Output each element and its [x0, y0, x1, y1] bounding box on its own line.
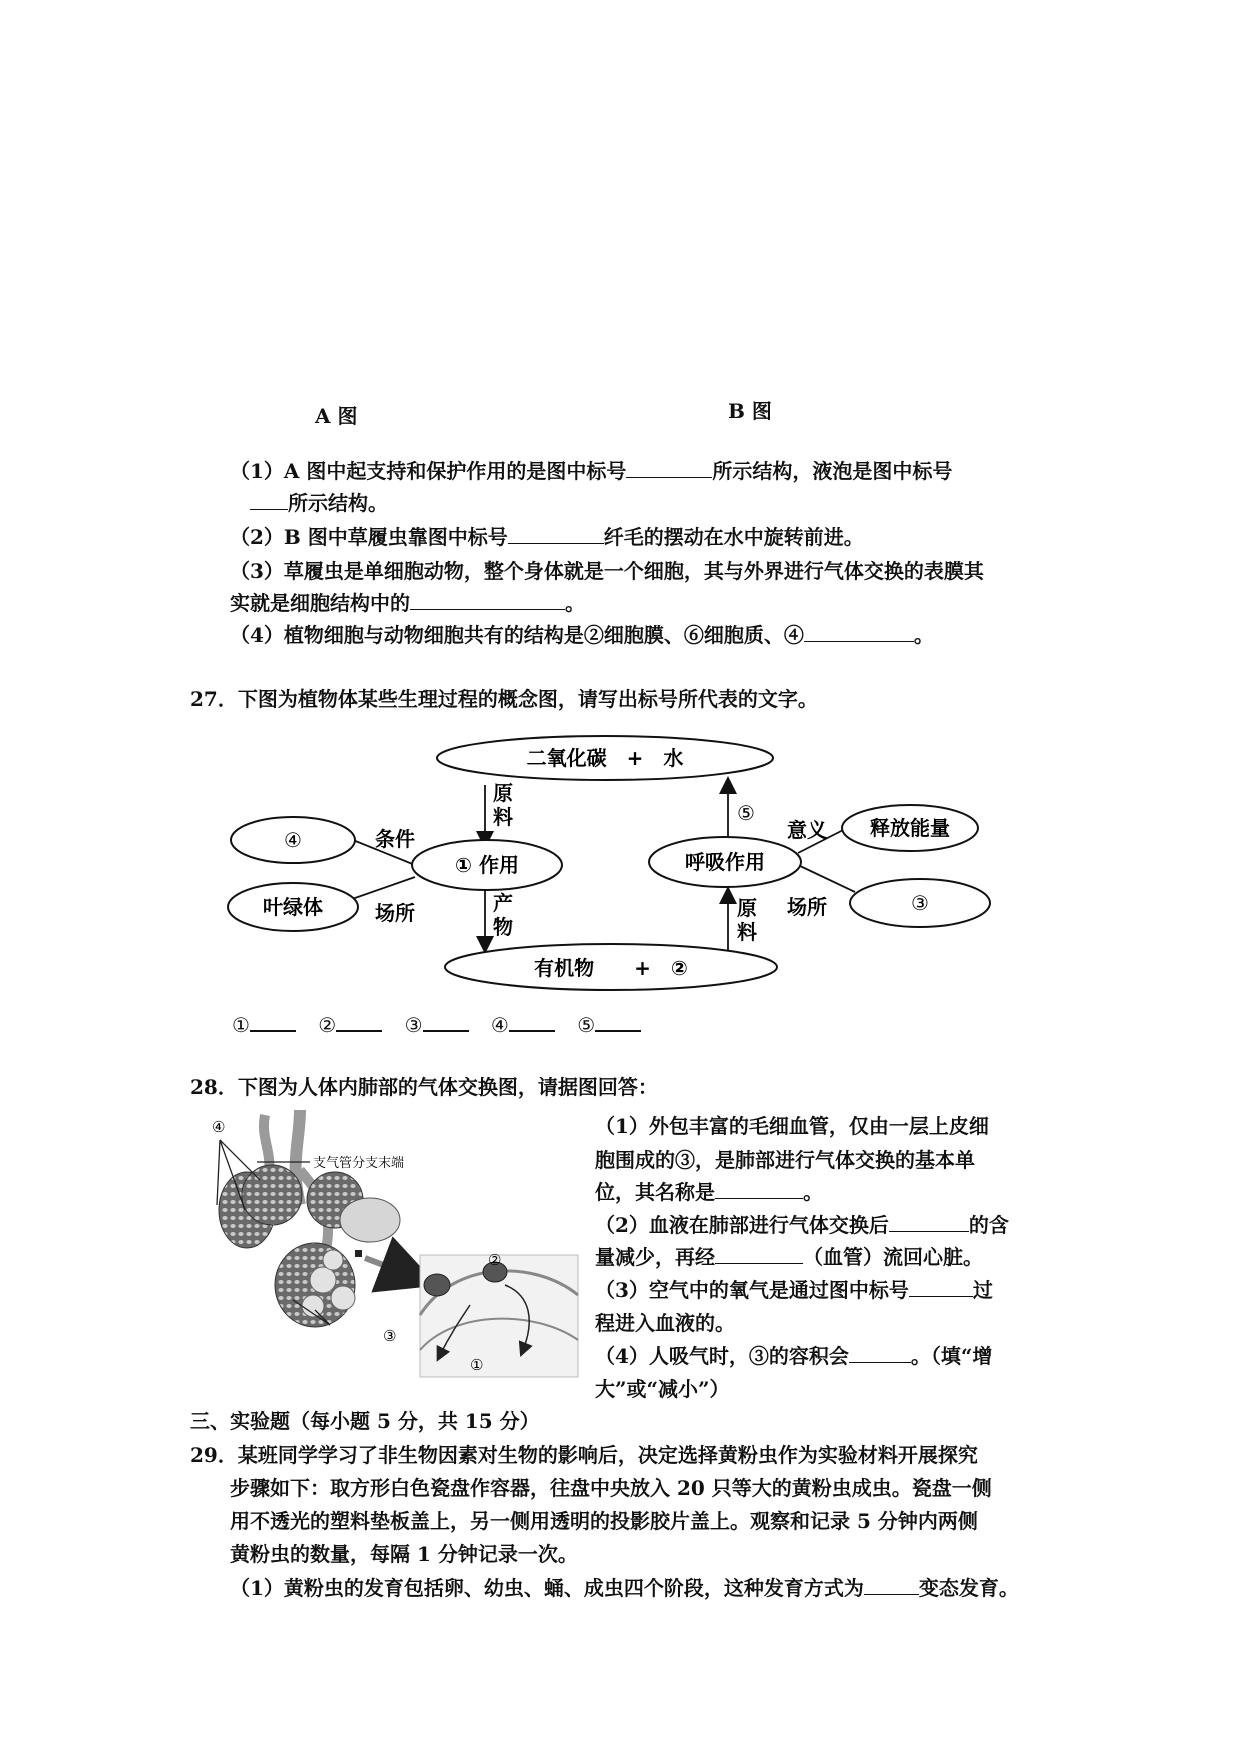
answer-blank-5[interactable] — [595, 1008, 641, 1032]
fig-label-4: ④ — [212, 1118, 226, 1136]
label-site-right: 场所 — [787, 895, 827, 919]
q28-part3-line2: 程进入血液的。 — [595, 1311, 735, 1335]
answer-blank-3[interactable] — [423, 1008, 469, 1032]
label-site-left: 场所 — [375, 901, 415, 925]
fig-label-bronchi: 支气管分支末端 — [313, 1156, 405, 1171]
answer-blank[interactable] — [864, 1572, 919, 1595]
figure-a-label: A 图 — [315, 404, 358, 428]
fig-label-3: ③ — [383, 1327, 397, 1345]
q28-part1-line1: （1）外包丰富的毛细血管，仅由一层上皮细 — [595, 1114, 989, 1138]
label-respiration: 呼吸作用 — [685, 850, 765, 874]
q26-part3-line2: 实就是细胞结构中的 。 — [230, 587, 585, 619]
answer-blank[interactable] — [889, 1209, 969, 1232]
q28-title: 28．下图为人体内肺部的气体交换图，请据图回答： — [190, 1075, 658, 1099]
label-condition: 条件 — [375, 827, 415, 851]
q29-part1: （1）黄粉虫的发育包括卵、幼虫、蛹、成虫四个阶段，这种发育方式为 变态发育。 — [230, 1572, 1019, 1604]
label-product-1: 产 — [493, 891, 513, 915]
answer-blank[interactable] — [849, 1340, 911, 1363]
answer-blank-4[interactable] — [509, 1008, 555, 1032]
connector-site-right-line — [798, 865, 855, 892]
q27-title: 27．下图为植物体某些生理过程的概念图，请写出标号所代表的文字。 — [190, 687, 818, 711]
figure-b-label: B 图 — [728, 399, 772, 423]
label-top: 二氧化碳 + 水 — [526, 746, 684, 770]
label-five: ⑤ — [737, 801, 755, 825]
q29-line1: 29．某班同学学习了非生物因素对生物的影响后，决定选择黄粉虫作为实验材料开展探究 — [190, 1443, 978, 1467]
q28-part4-line1: （4）人吸气时，③的容积会 。（填“增 — [595, 1340, 992, 1372]
answer-blank[interactable] — [715, 1241, 803, 1264]
label-product-2: 物 — [493, 915, 513, 939]
q27-answer-row: ① ② ③ ④ ⑤ — [232, 1008, 641, 1041]
label-four: ④ — [284, 828, 302, 852]
q29-line2: 步骤如下：取方形白色瓷盘作容器，往盘中央放入 20 只等大的黄粉虫成虫。瓷盘一侧 — [230, 1476, 992, 1500]
q29-line4: 黄粉虫的数量，每隔 1 分钟记录一次。 — [230, 1542, 578, 1566]
q26-part1-line1: （1）A 图中起支持和保护作用的是图中标号 所示结构，液泡是图中标号 — [230, 455, 952, 487]
label-release-energy: 释放能量 — [870, 816, 950, 840]
concept-map-diagram — [225, 725, 1000, 1010]
answer-blank[interactable] — [909, 1274, 973, 1297]
label-bottom: 有机物 + ② — [534, 956, 688, 980]
fig-label-1: ① — [470, 1356, 484, 1374]
answer-blank[interactable] — [410, 587, 565, 610]
answer-blank[interactable] — [508, 521, 604, 544]
q28-part1-line3: 位，其名称是 。 — [595, 1176, 823, 1208]
label-meaning: 意义 — [787, 818, 827, 842]
lung-gas-exchange-figure — [205, 1110, 580, 1380]
label-raw-right-2: 料 — [737, 920, 757, 944]
label-three: ③ — [911, 891, 929, 915]
q29-line3: 用不透光的塑料垫板盖上，另一侧用透明的投影胶片盖上。观察和记录 5 分钟内两侧 — [230, 1509, 978, 1533]
q28-part4-line2: 大”或“减小”） — [595, 1377, 730, 1401]
answer-blank-2[interactable] — [336, 1008, 382, 1032]
label-raw-right-1: 原 — [737, 896, 757, 920]
q28-part2-line2: 量减少，再经 （血管）流回心脏。 — [595, 1241, 983, 1273]
answer-blank[interactable] — [626, 455, 712, 478]
answer-blank[interactable] — [804, 619, 914, 642]
q26-part3-line1: （3）草履虫是单细胞动物，整个身体就是一个细胞，其与外界进行气体交换的表膜其 — [230, 559, 984, 583]
q28-part2-line1: （2）血液在肺部进行气体交换后 的含 — [595, 1209, 1009, 1241]
answer-blank[interactable] — [250, 487, 288, 510]
q26-part1-line2: 所示结构。 — [250, 487, 388, 519]
q28-part1-line2: 胞围成的③，是肺部进行气体交换的基本单 — [595, 1148, 975, 1172]
label-photosynthesis: ① 作用 — [455, 853, 519, 877]
answer-blank[interactable] — [715, 1176, 803, 1199]
q28-part3-line1: （3）空气中的氧气是通过图中标号 过 — [595, 1274, 993, 1306]
label-chloroplast: 叶绿体 — [263, 895, 323, 919]
q26-part4: （4）植物细胞与动物细胞共有的结构是②细胞膜、⑥细胞质、④ 。 — [230, 619, 934, 651]
label-raw-left-1: 原 — [493, 781, 513, 805]
section-3-heading: 三、实验题（每小题 5 分，共 15 分） — [190, 1409, 540, 1433]
fig-label-2: ② — [488, 1251, 502, 1269]
answer-blank-1[interactable] — [250, 1008, 296, 1032]
q26-part2: （2）B 图中草履虫靠图中标号 纤毛的摆动在水中旋转前进。 — [230, 521, 864, 553]
label-raw-left-2: 料 — [493, 805, 513, 829]
